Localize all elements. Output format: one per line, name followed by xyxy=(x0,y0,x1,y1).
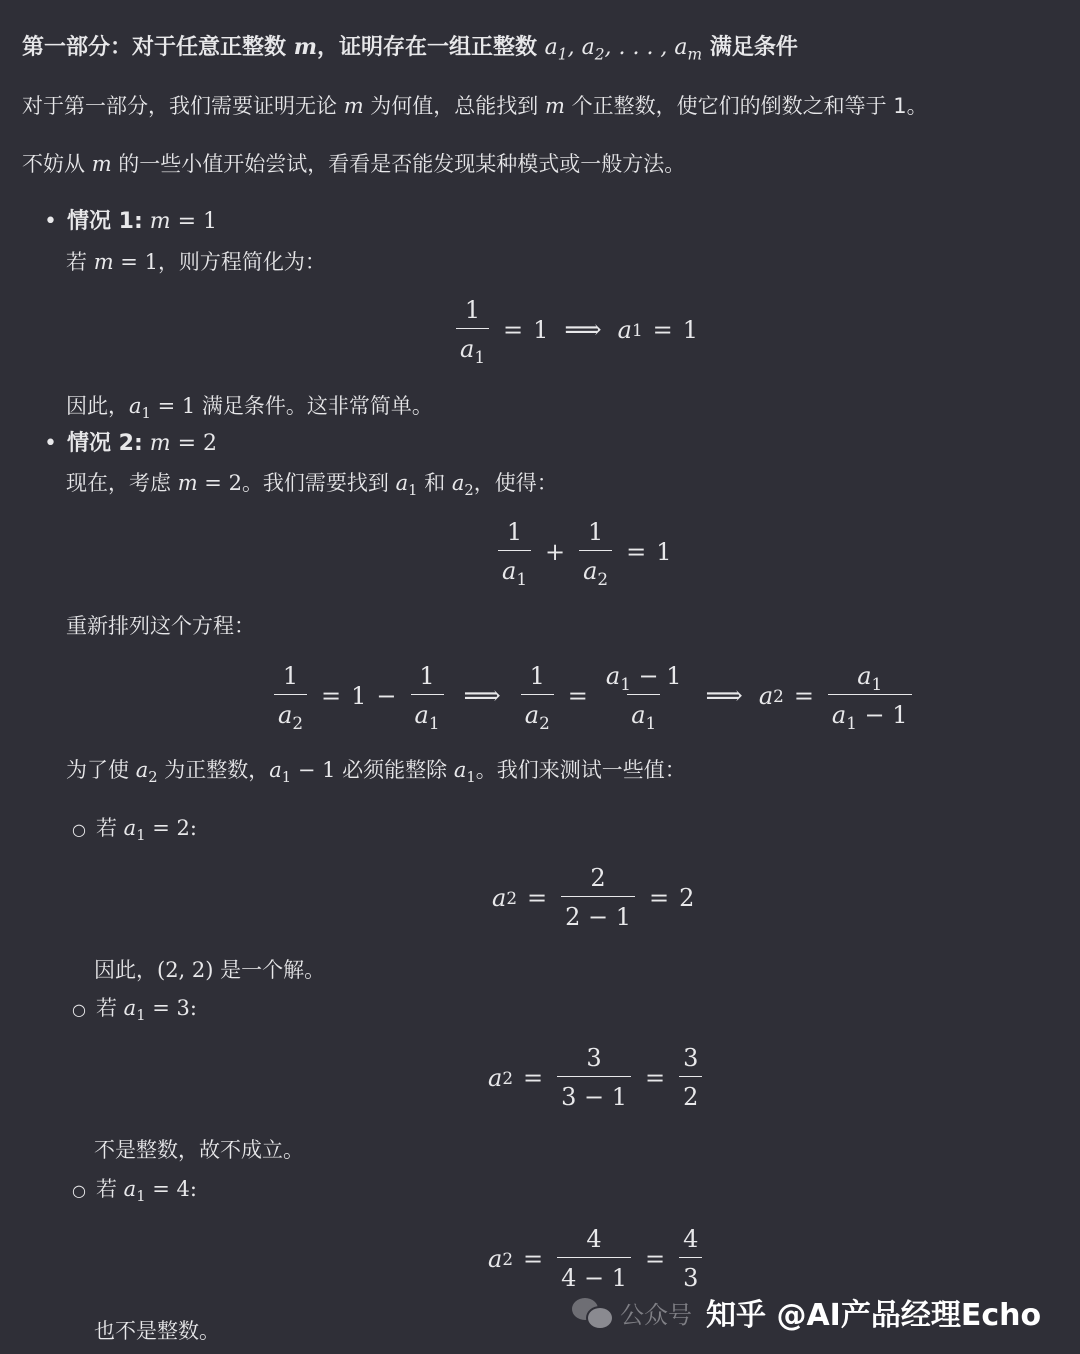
subcase-a1-3: ○ 若 $a_1 = 3$: xyxy=(72,996,197,1025)
subcase-a1-3-equation: a 2 = $\frac{3}{3 - 1}$ = $\frac{3}{2}$ xyxy=(488,1044,706,1111)
watermark xyxy=(572,1290,1041,1334)
watermark-site: 知乎 @AI产品经理Echo xyxy=(706,1298,1042,1333)
case-1-line: 若 m = 1，则方程简化为： xyxy=(66,250,326,274)
section-heading: 第一部分：对于任意正整数 m，证明存在一组正整数 $a_1$, $a_2$, . . . , $a_m$ 满足条件 xyxy=(22,34,798,64)
rearrange-text: 重新排列这个方程： xyxy=(66,614,255,638)
heading-prefix: 第一部分：对于任意正整数 xyxy=(22,35,287,60)
rearranged-equation: $\frac{1}{a_2}$ = 1 − $\frac{1}{a_1}$ ⟹ $\frac{1}{a_2}$ = $\frac{a_1 - 1}{a_1}$ ⟹ a 2 = $\frac{a_1}{a_1 - 1}$ xyxy=(270,662,916,729)
subcase-a1-4-result: 也不是整数。 xyxy=(94,1319,220,1343)
case-1-conclusion: 因此，$a_1 = 1$ 满足条件。这非常简单。 xyxy=(66,394,433,423)
watermark-account: 公众号 xyxy=(620,1300,692,1329)
subcase-a1-4: ○ 若 $a_1 = 4$: xyxy=(72,1177,197,1206)
case-1-heading: • 情况 1: m = 1 xyxy=(44,209,218,234)
case-2-line: 现在，考虑 m = 2。我们需要找到 $a_1$ 和 $a_2$，使得： xyxy=(66,471,558,500)
heading-suffix: 满足条件 xyxy=(709,35,798,60)
case-2-equation: $\frac{1}{a_1}$ + $\frac{1}{a_2}$ = 1 xyxy=(494,518,672,585)
heading-mid: ，证明存在一组正整数 xyxy=(316,35,537,60)
subcase-a1-3-result: 不是整数，故不成立。 xyxy=(94,1138,304,1162)
subcase-a1-2: ○ 若 $a_1 = 2$: xyxy=(72,816,197,845)
condition-text: 为了使 $a_2$ 为正整数，$a_1 - 1$ 必须能整除 $a_1$。我们来测试一些值： xyxy=(66,758,686,787)
case-1-equation: $\frac{1}{a_1}$ = 1 ⟹ a 1 = 1 xyxy=(452,296,698,363)
intro-paragraph-2: 不妨从 m 的一些小值开始尝试，看看是否能发现某种模式或一般方法。 xyxy=(22,152,686,176)
subcase-a1-4-equation: a 2 = $\frac{4}{4 - 1}$ = $\frac{4}{3}$ xyxy=(488,1225,706,1292)
subcase-a1-2-result: 因此，(2, 2) 是一个解。 xyxy=(94,958,326,982)
subcase-a1-2-equation: a 2 = $\frac{2}{2 - 1}$ = 2 xyxy=(492,864,695,931)
case-2-heading: • 情况 2: m = 2 xyxy=(44,431,218,456)
intro-paragraph-1: 对于第一部分，我们需要证明无论 m 为何值，总能找到 m 个正整数，使它们的倒数之和等于 1。 xyxy=(22,94,928,118)
wechat-icon xyxy=(572,1296,612,1328)
